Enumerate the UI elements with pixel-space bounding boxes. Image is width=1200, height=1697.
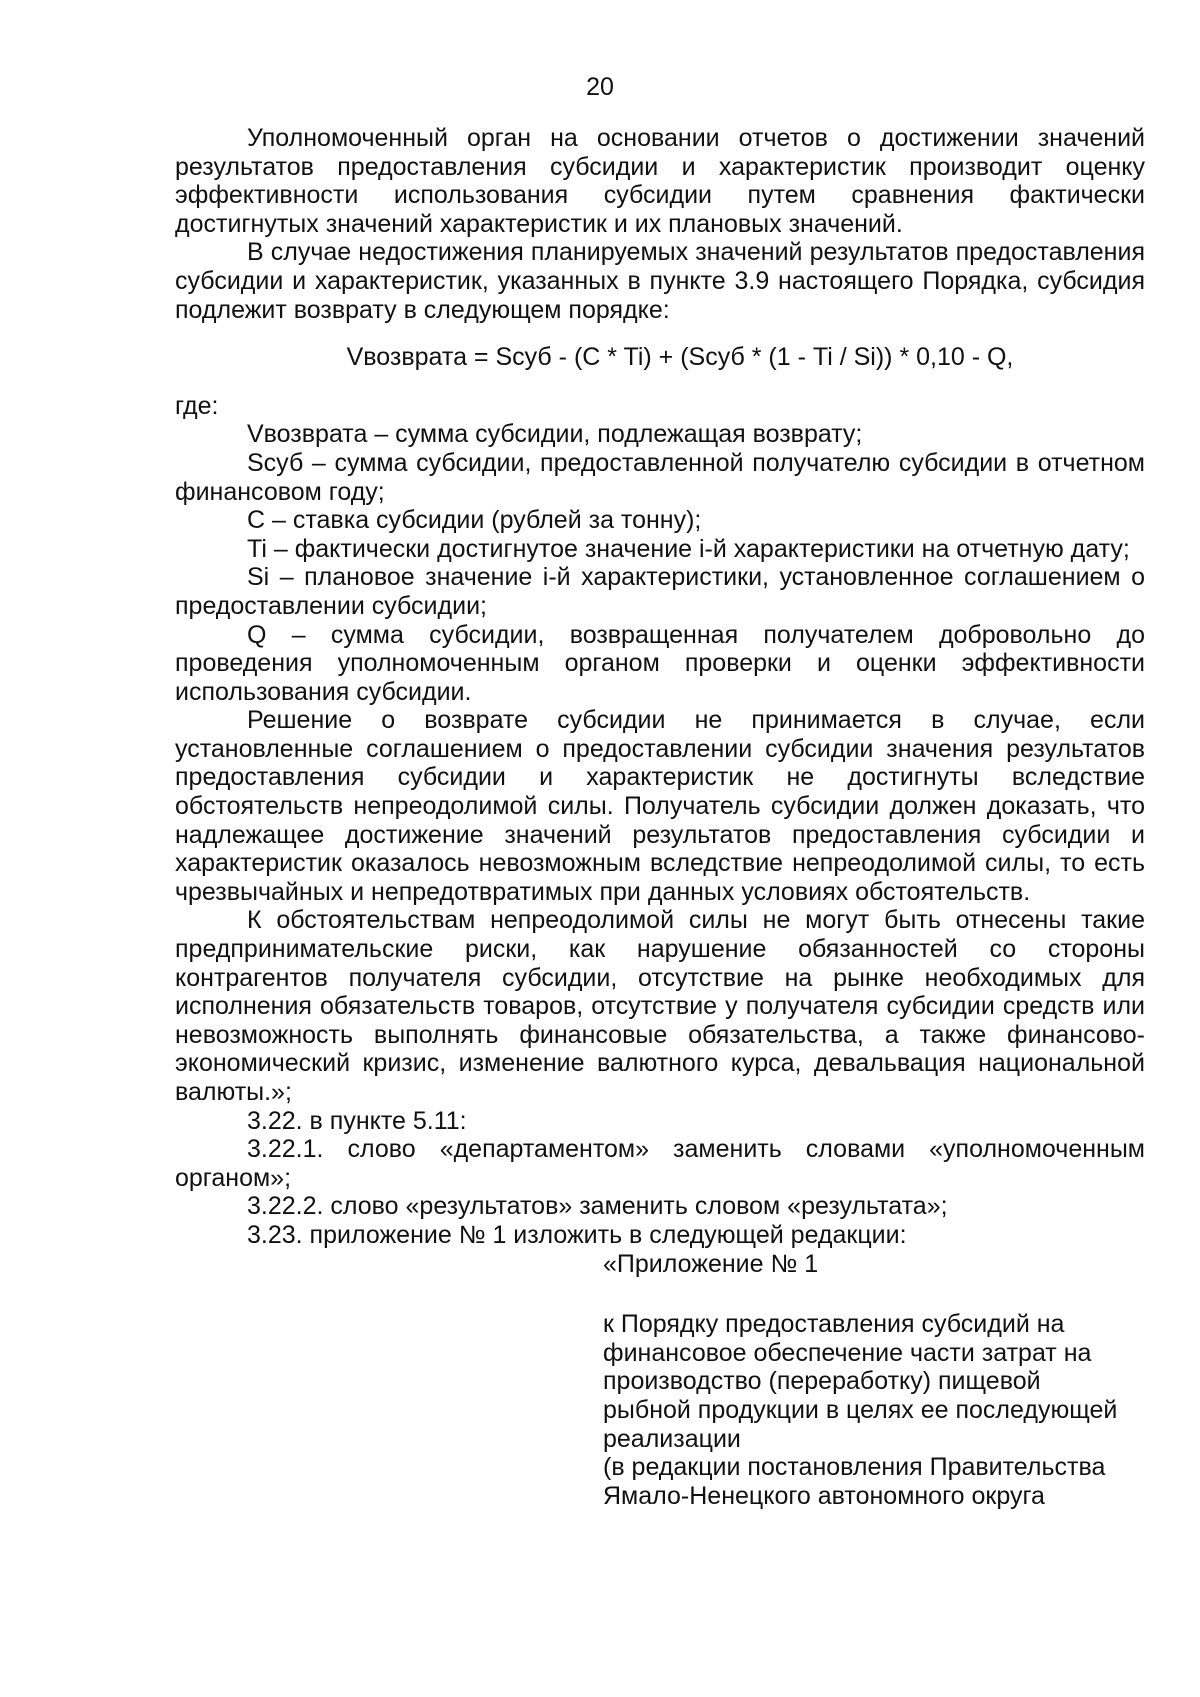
- item-3-22-1: 3.22.1. слово «департаментом» заменить словами «уполномоченным органом»;: [175, 1135, 1145, 1192]
- appendix-note-line: (в редакции постановления Правительства: [603, 1453, 1106, 1482]
- definition-s-subsidy: Sсуб – сумма субсидии, предоставленной получателю субсидии в отчетном финансовом году;: [175, 448, 1145, 506]
- appendix-note-line: рыбной продукции в целях ее последующей: [603, 1395, 1118, 1424]
- page-number: 20: [586, 73, 614, 101]
- document-body: [175, 124, 1145, 1510]
- definition-ti-actual: Ti – фактически достигнутое значение i-й характеристики на отчетную дату;: [247, 534, 1130, 563]
- appendix-note-line: реализации: [603, 1424, 741, 1453]
- item-3-22-2: 3.22.2. слово «результатов» заменить словом «результата»;: [247, 1192, 948, 1221]
- appendix-note-line: к Порядку предоставления субсидий на: [603, 1310, 1065, 1339]
- refund-formula: Vвозврата = Sсуб - (C * Ti) + (Sсуб * (1 - Ti / Si)) * 0,10 - Q,: [346, 343, 1014, 372]
- definition-c-rate: C – ставка субсидии (рублей за тонну);: [247, 506, 702, 535]
- appendix-note-line: Ямало-Ненецкого автономного округа: [603, 1481, 1045, 1510]
- paragraph-refund-condition: В случае недостижения планируемых значений результатов предоставления субсидии и характеристик, указанных в пункте 3.9 настоящего Порядка, субсидия подлежит возврату в следующем порядке:: [175, 238, 1145, 324]
- appendix-note: [603, 1310, 1143, 1510]
- where-label: где:: [175, 391, 219, 420]
- item-3-23: 3.23. приложение № 1 изложить в следующей редакции:: [247, 1220, 907, 1249]
- definition-si-planned: Si – плановое значение i-й характеристики, установленное соглашением о предоставлении субсидии;: [175, 563, 1145, 620]
- definition-v-refund: Vвозврата – сумма субсидии, подлежащая возврату;: [247, 420, 863, 449]
- paragraph-business-risks: К обстоятельствам непреодолимой силы не могут быть отнесены такие предпринимательские риски, как нарушение обязанностей со стороны контрагентов получателя субсидии, отсутствие на рынке необходимых для исполнения обязательств товаров, отсутствие у получателя субсидии средств или невозможность выполнять финансовые обязательства, а также финансово-экономический кризис, изменение валютного курса, девальвация национальной валюты.»;: [175, 906, 1145, 1106]
- item-3-22: 3.22. в пункте 5.11:: [247, 1106, 467, 1135]
- appendix-note-line: финансовое обеспечение части затрат на: [603, 1338, 1092, 1367]
- paragraph-evaluation: Уполномоченный орган на основании отчетов о достижении значений результатов предоставления субсидии и характеристик производит оценку эффективности использования субсидии путем сравнения фактически достигнутых значений характеристик и их плановых значений.: [175, 124, 1145, 238]
- appendix-title: «Приложение № 1: [603, 1249, 819, 1278]
- appendix-note-line: производство (переработку) пищевой: [603, 1367, 1041, 1396]
- paragraph-force-majeure: Решение о возврате субсидии не принимается в случае, если установленные соглашением о предоставлении субсидии значения результатов предоставления субсидии и характеристик не достигнуты вследствие обстоятельств непреодолимой силы. Получатель субсидии должен доказать, что надлежащее достижение значений результатов предоставления субсидии и характеристик оказалось невозможным вследствие непреодолимой силы, то есть чрезвычайных и непредотвратимых при данных условиях обстоятельств.: [175, 706, 1145, 906]
- definition-q-returned: Q – сумма субсидии, возвращенная получателем добровольно до проведения уполномоченным органом проверки и оценки эффективности использования субсидии.: [175, 620, 1145, 706]
